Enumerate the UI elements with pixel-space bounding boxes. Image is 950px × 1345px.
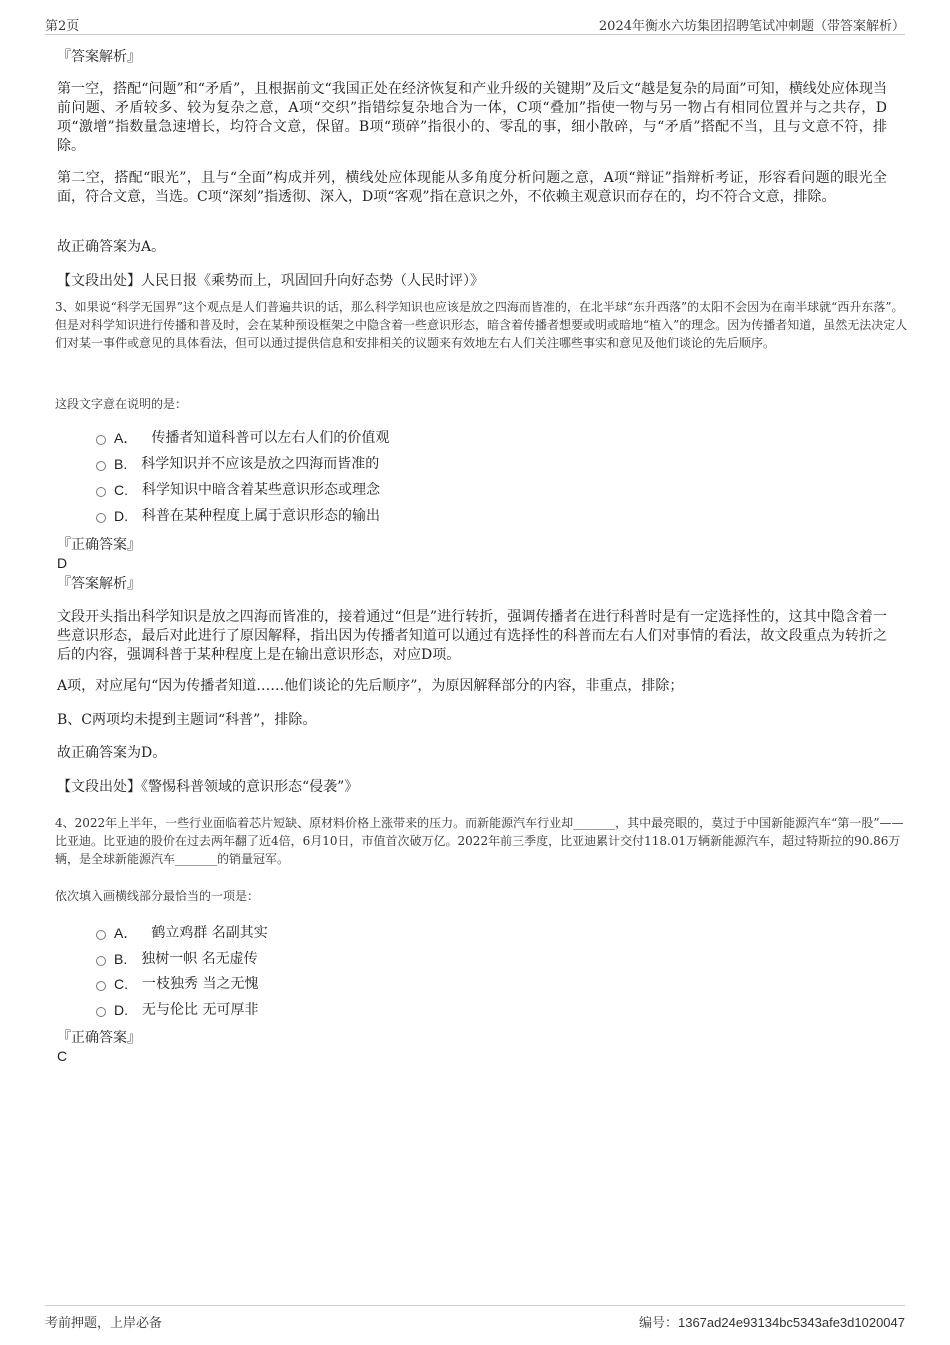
q3-analysis-paragraph-3: B、C两项均未提到主题词“科普”，排除。 [57, 712, 317, 728]
q3-conclusion: 故正确答案为D。 [57, 745, 167, 761]
option-letter: A． [114, 925, 138, 941]
q2-analysis-label: 『答案解析』 [57, 49, 141, 65]
option-letter: A． [114, 430, 138, 446]
q4-option-c[interactable] [96, 974, 258, 994]
q3-correct-answer-label: 『正确答案』 [57, 537, 141, 553]
option-letter: D. [114, 508, 128, 524]
radio-button-icon[interactable] [96, 956, 106, 966]
radio-button-icon[interactable] [96, 435, 106, 445]
radio-button-icon[interactable] [96, 1007, 106, 1017]
radio-button-icon[interactable] [96, 461, 106, 471]
q2-analysis-paragraph-2: 第二空，搭配“眼光”，且与“全面”构成并列，横线处应体现能从多角度分析问题之意，A项“辩证”指辩析考证，形容看问题的眼光全面，符合文意，当选。C项“深刻”指透彻、深入，D项“客观”指在意识之外，不依赖主观意识而存在的，均不符合文意，排除。 [57, 170, 887, 205]
q4-correct-answer-label: 『正确答案』 [57, 1030, 141, 1046]
q3-analysis-label: 『答案解析』 [57, 576, 141, 592]
option-text: 科学知识中暗含着某些意识形态或理念 [142, 482, 380, 498]
option-letter: C. [114, 976, 128, 992]
q3-prompt: 这段文字意在说明的是： [55, 397, 188, 411]
option-letter: B. [114, 456, 128, 472]
option-text: 传播者知道科普可以左右人们的价值观 [151, 430, 390, 446]
radio-button-icon[interactable] [96, 930, 106, 940]
page-footer [45, 1305, 905, 1330]
page-number: 第2页 [45, 19, 80, 34]
option-letter: C. [114, 482, 128, 498]
q4-correct-answer: C [57, 1048, 68, 1064]
page-header [45, 12, 905, 35]
radio-button-icon[interactable] [96, 513, 106, 523]
document-code: 编号：1367ad24e93134bc5343afe3d1020047 [638, 1315, 905, 1330]
option-letter: B. [114, 951, 128, 967]
q3-option-c[interactable] [96, 480, 380, 500]
q3-analysis-paragraph-1: 文段开头指出科学知识是放之四海而皆准的，接着通过“但是”进行转折，强调传播者在进行科普时是有一定选择性的，这其中隐含着一些意识形态，最后对此进行了原因解释，指出因为传播者知道可以通过有选择性的科普而左右人们对事情的看法，故文段重点为转折之后的内容，强调科普于某种程度上是在输出意识形态，对应D项。 [57, 609, 887, 663]
option-text: 科普在某种程度上属于意识形态的输出 [142, 508, 380, 524]
q3-correct-answer: D [57, 555, 68, 571]
q2-analysis-paragraph-1: 第一空，搭配“问题”和“矛盾”，且根据前文“我国正处在经济恢复和产业升级的关键期”及后文“越是复杂的局面”可知，横线处应体现当前问题、矛盾较多、较为复杂之意，A项“交织”指错综复杂地合为一体，C项“叠加”指使一物与另一物占有相同位置并与之共存，D项“激增”指数量急速增长，均符合文意，保留。B项“琐碎”指很小的、零乱的事，细小散碎，与“矛盾”搭配不当，且与文意不符，排除。 [57, 81, 887, 154]
document-title: 2024年衡水六坊集团招聘笔试冲刺题（带答案解析） [598, 19, 905, 34]
q3-option-b[interactable] [96, 454, 379, 474]
radio-button-icon[interactable] [96, 487, 106, 497]
q2-conclusion: 故正确答案为A。 [57, 239, 166, 255]
radio-button-icon[interactable] [96, 981, 106, 991]
option-text: 科学知识并不应该是放之四海而皆准的 [141, 456, 380, 472]
option-text: 一枝独秀 当之无愧 [142, 976, 259, 992]
q4-option-b[interactable] [96, 949, 258, 969]
footer-slogan: 考前押题，上岸必备 [45, 1316, 163, 1331]
q2-source: 【文段出处】人民日报《乘势而上，巩固回升向好态势（人民时评）》 [57, 273, 484, 289]
q4-option-a[interactable] [96, 923, 268, 943]
q3-option-a[interactable] [96, 428, 389, 448]
q3-option-d[interactable] [96, 506, 380, 526]
q3-question-text: 3、如果说“科学无国界”这个观点是人们普遍共识的话，那么科学知识也应该是放之四海而皆准的，在北半球“东升西落”的太阳不会因为在南半球就“西升东落”。但是对科学知识进行传播和普及时，会在某种预设框架之中隐含着一些意识形态，暗含着传播者想要或明或暗地“植入”的理念。因为传播者知道，虽然无法决定人们对某一事件或意见的具体看法，但可以通过提供信息和安排相关的议题来有效地左右人们关注哪些事实和意见及他们谈论的先后顺序。 [55, 300, 908, 350]
q4-question-text: 4、2022年上半年，一些行业面临着芯片短缺、原材料价格上涨带来的压力。而新能源汽车行业却_______，其中最亮眼的，莫过于中国新能源汽车“第一股”——比亚迪。比亚迪的股价在过去两年翻了近4倍，6月10日，市值首次破万亿。2022年前三季度，比亚迪累计交付118.01万辆新能源汽车，超过特斯拉的90.86万辆，是全球新能源汽车_______的销量冠军。 [55, 816, 904, 866]
q3-analysis-paragraph-2: A项，对应尾句“因为传播者知道……他们谈论的先后顺序”，为原因解释部分的内容，非重点，排除； [57, 678, 684, 694]
option-text: 独树一帜 名无虚传 [141, 951, 258, 967]
q4-prompt: 依次填入画横线部分最恰当的一项是： [55, 889, 260, 903]
option-letter: D. [114, 1002, 128, 1018]
q4-option-d[interactable] [96, 1000, 258, 1020]
option-text: 无与伦比 无可厚非 [142, 1002, 259, 1018]
option-text: 鹤立鸡群 名副其实 [151, 925, 268, 941]
q3-source: 【文段出处】《警惕科普领域的意识形态“侵袭”》 [57, 779, 359, 795]
